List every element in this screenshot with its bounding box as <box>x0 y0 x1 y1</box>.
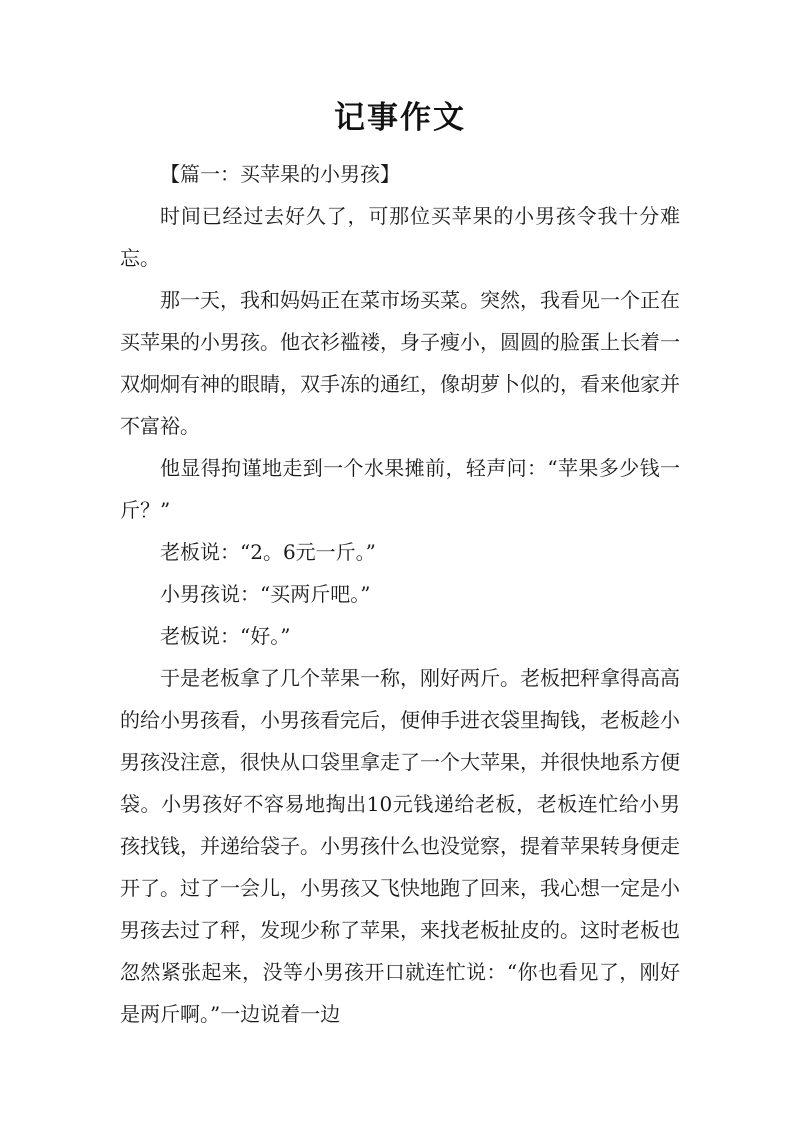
paragraph: 时间已经过去好久了，可那位买苹果的小男孩令我十分难忘。 <box>120 204 680 270</box>
paragraph: 老板说：“2。6元一斤。” <box>160 540 376 564</box>
paragraph-section-heading: 【篇一：买苹果的小男孩】 <box>160 162 400 186</box>
document-body <box>120 153 680 1035</box>
paragraph: 他显得拘谨地走到一个水果摊前，轻声问：“苹果多少钱一斤？” <box>120 456 680 522</box>
paragraph: 小男孩说：“买两斤吧。” <box>160 582 371 606</box>
paragraph: 那一天，我和妈妈正在菜市场买菜。突然，我看见一个正在买苹果的小男孩。他衣衫褴褛，身子瘦小，圆圆的脸蛋上长着一双炯炯有神的眼睛，双手冻的通红，像胡萝卜似的，看来他家并不富裕。 <box>120 288 680 438</box>
paragraph: 于是老板拿了几个苹果一称，刚好两斤。老板把秤拿得高高的给小男孩看，小男孩看完后，便伸手进衣袋里掏钱，老板趁小男孩没注意，很快从口袋里拿走了一个大苹果，并很快地系方便袋。小男孩好不容易地掏出10元钱递给老板，老板连忙给小男孩找钱，并递给袋子。小男孩什么也没觉察，提着苹果转身便走开了。过了一会儿，小男孩又飞快地跑了回来，我心想一定是小男孩去过了秤，发现少称了苹果，来找老板扯皮的。这时老板也忽然紧张起来，没等小男孩开口就连忙说：“你也看见了，刚好是两斤啊。”一边说着一边 <box>120 666 680 1026</box>
paragraph: 老板说：“好。” <box>160 624 291 648</box>
document-title: 记事作文 <box>334 100 466 136</box>
